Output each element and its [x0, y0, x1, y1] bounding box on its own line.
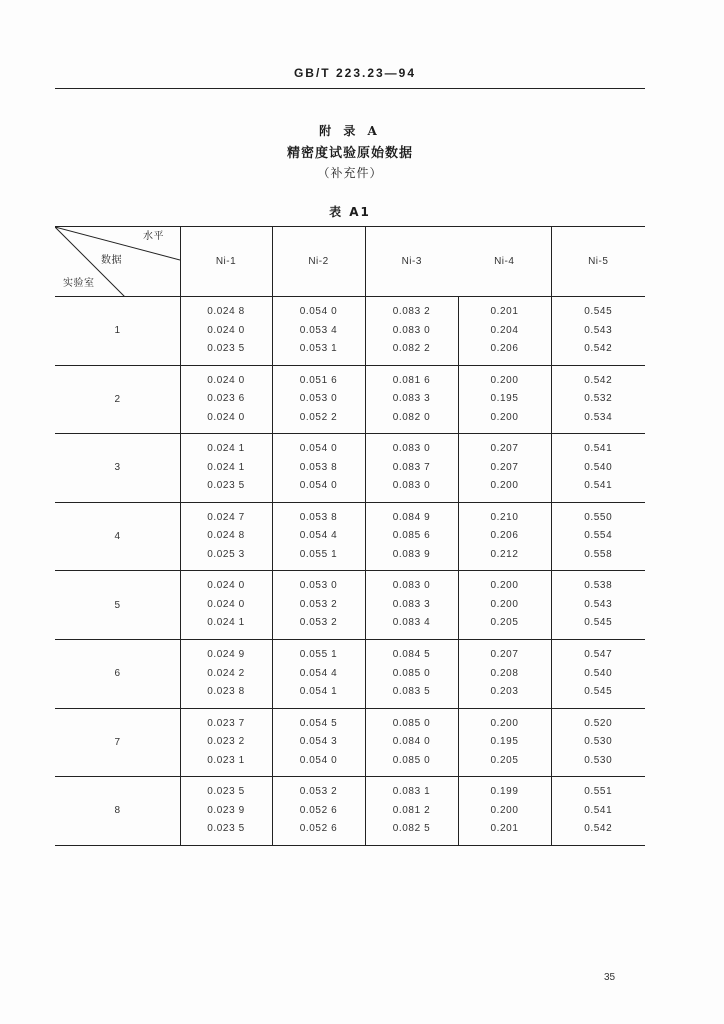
measurement-value: 0.054 0	[299, 480, 338, 492]
measurement-value: 0.530	[584, 736, 613, 748]
lab-number: 3	[55, 434, 180, 503]
corner-label-level: 水平	[143, 231, 164, 242]
measurement-value: 0.024 7	[207, 511, 245, 523]
precision-data-table	[55, 226, 645, 846]
measurement-value: 0.054 1	[299, 686, 338, 698]
measurement-value: 0.084 5	[392, 649, 431, 661]
ni-3-values	[365, 708, 458, 777]
measurement-value: 0.083 5	[392, 686, 431, 698]
column-header-ni-5: Ni-5	[551, 227, 645, 297]
ni-2-values	[272, 297, 365, 366]
ni-2-values	[272, 777, 365, 846]
ni-4-values	[458, 777, 551, 846]
appendix-subtitle: 精密度试验原始数据	[286, 146, 413, 161]
measurement-value: 0.085 0	[392, 717, 431, 729]
measurement-value: 0.541	[584, 443, 613, 455]
measurement-value: 0.083 0	[392, 480, 431, 492]
column-header-ni-1: Ni-1	[180, 227, 272, 297]
ni-1-values	[180, 571, 272, 640]
measurement-value: 0.024 9	[207, 649, 245, 661]
measurement-value: 0.081 2	[392, 804, 431, 816]
measurement-value: 0.053 2	[299, 617, 338, 629]
measurement-value: 0.024 1	[207, 461, 245, 473]
measurement-value: 0.541	[584, 480, 613, 492]
measurement-value: 0.200	[490, 374, 519, 386]
measurement-value: 0.534	[584, 411, 613, 423]
measurement-value: 0.200	[490, 804, 519, 816]
ni-4-values	[458, 365, 551, 434]
measurement-value: 0.545	[584, 686, 613, 698]
measurement-value: 0.025 3	[207, 548, 245, 560]
measurement-value: 0.024 8	[207, 306, 245, 318]
measurement-value: 0.085 0	[392, 667, 431, 679]
ni-5-values	[551, 708, 645, 777]
measurement-value: 0.558	[584, 548, 613, 560]
lab-row	[55, 571, 645, 640]
ni-5-values	[551, 297, 645, 366]
measurement-value: 0.195	[490, 393, 519, 405]
measurement-value: 0.054 0	[299, 754, 338, 766]
measurement-value: 0.053 0	[299, 580, 338, 592]
ni-1-values	[180, 777, 272, 846]
ni-1-values	[180, 434, 272, 503]
measurement-value: 0.541	[584, 804, 613, 816]
measurement-value: 0.024 1	[207, 617, 245, 629]
measurement-value: 0.023 1	[207, 754, 245, 766]
measurement-value: 0.083 3	[392, 598, 431, 610]
ni-1-values	[180, 502, 272, 571]
ni-5-values	[551, 434, 645, 503]
lab-number: 4	[55, 502, 180, 571]
lab-number: 5	[55, 571, 180, 640]
ni-5-values	[551, 777, 645, 846]
measurement-value: 0.055 1	[299, 548, 338, 560]
measurement-value: 0.054 4	[299, 667, 338, 679]
measurement-value: 0.207	[490, 443, 519, 455]
ni-2-values	[272, 708, 365, 777]
measurement-value: 0.212	[490, 548, 519, 560]
ni-3-values	[365, 502, 458, 571]
lab-row	[55, 777, 645, 846]
measurement-value: 0.083 1	[392, 786, 431, 798]
measurement-value: 0.200	[490, 717, 519, 729]
table-header-row	[55, 227, 645, 297]
measurement-value: 0.083 2	[392, 306, 431, 318]
ni-1-values	[180, 639, 272, 708]
measurement-value: 0.023 7	[207, 717, 245, 729]
measurement-value: 0.203	[490, 686, 519, 698]
measurement-value: 0.051 6	[299, 374, 338, 386]
lab-row	[55, 639, 645, 708]
ni-3-values	[365, 434, 458, 503]
measurement-value: 0.083 0	[392, 580, 431, 592]
measurement-value: 0.083 4	[392, 617, 431, 629]
measurement-value: 0.082 0	[392, 411, 431, 423]
measurement-value: 0.024 8	[207, 530, 245, 542]
measurement-value: 0.054 5	[299, 717, 338, 729]
ni-4-values	[458, 708, 551, 777]
measurement-value: 0.055 1	[299, 649, 338, 661]
measurement-value: 0.084 0	[392, 736, 431, 748]
measurement-value: 0.206	[490, 343, 519, 355]
measurement-value: 0.545	[584, 306, 613, 318]
ni-3-values	[365, 571, 458, 640]
corner-label-data: 数据	[101, 255, 122, 266]
measurement-value: 0.053 0	[299, 393, 338, 405]
measurement-value: 0.205	[490, 754, 519, 766]
measurement-value: 0.540	[584, 461, 613, 473]
page-number: 35	[604, 972, 616, 983]
measurement-value: 0.085 6	[392, 530, 431, 542]
measurement-value: 0.024 0	[207, 324, 245, 336]
measurement-value: 0.082 5	[392, 823, 431, 835]
measurement-value: 0.024 0	[207, 598, 245, 610]
measurement-value: 0.205	[490, 617, 519, 629]
measurement-value: 0.201	[490, 306, 519, 318]
ni-4-values	[458, 502, 551, 571]
ni-2-values	[272, 639, 365, 708]
measurement-value: 0.201	[490, 823, 519, 835]
column-header-ni-3: Ni-3	[365, 227, 458, 297]
measurement-value: 0.053 4	[299, 324, 338, 336]
measurement-value: 0.083 9	[392, 548, 431, 560]
measurement-value: 0.551	[584, 786, 613, 798]
measurement-value: 0.053 2	[299, 598, 338, 610]
measurement-value: 0.200	[490, 480, 519, 492]
measurement-value: 0.053 1	[299, 343, 338, 355]
measurement-value: 0.081 6	[392, 374, 431, 386]
ni-1-values	[180, 708, 272, 777]
measurement-value: 0.084 9	[392, 511, 431, 523]
lab-number: 7	[55, 708, 180, 777]
measurement-value: 0.550	[584, 511, 613, 523]
measurement-value: 0.024 0	[207, 374, 245, 386]
measurement-value: 0.195	[490, 736, 519, 748]
measurement-value: 0.053 8	[299, 461, 338, 473]
measurement-value: 0.083 0	[392, 324, 431, 336]
measurement-value: 0.083 7	[392, 461, 431, 473]
ni-1-values	[180, 297, 272, 366]
measurement-value: 0.053 2	[299, 786, 338, 798]
measurement-value: 0.023 5	[207, 786, 245, 798]
ni-5-values	[551, 502, 645, 571]
lab-number: 6	[55, 639, 180, 708]
ni-3-values	[365, 297, 458, 366]
measurement-value: 0.542	[584, 823, 613, 835]
measurement-value: 0.554	[584, 530, 613, 542]
measurement-value: 0.052 2	[299, 411, 338, 423]
measurement-value: 0.199	[490, 786, 519, 798]
standard-code: GB/T 223.23—94	[293, 66, 417, 80]
lab-number: 1	[55, 297, 180, 366]
ni-2-values	[272, 571, 365, 640]
ni-1-values	[180, 365, 272, 434]
ni-3-values	[365, 365, 458, 434]
measurement-value: 0.538	[584, 580, 613, 592]
measurement-value: 0.208	[490, 667, 519, 679]
measurement-value: 0.024 2	[207, 667, 245, 679]
measurement-value: 0.542	[584, 374, 613, 386]
ni-4-values	[458, 571, 551, 640]
measurement-value: 0.083 3	[392, 393, 431, 405]
appendix-note: （补充件）	[317, 166, 383, 180]
measurement-value: 0.543	[584, 324, 613, 336]
measurement-value: 0.023 5	[207, 823, 245, 835]
ni-2-values	[272, 434, 365, 503]
measurement-value: 0.023 5	[207, 343, 245, 355]
lab-number: 8	[55, 777, 180, 846]
measurement-value: 0.543	[584, 598, 613, 610]
lab-row	[55, 297, 645, 366]
measurement-value: 0.054 3	[299, 736, 338, 748]
measurement-value: 0.024 0	[207, 411, 245, 423]
measurement-value: 0.054 4	[299, 530, 338, 542]
table-caption: 表 A1	[329, 205, 371, 219]
column-header-ni-2: Ni-2	[272, 227, 365, 297]
measurement-value: 0.053 8	[299, 511, 338, 523]
appendix-title: 附 录 A	[319, 124, 381, 138]
measurement-value: 0.532	[584, 393, 613, 405]
measurement-value: 0.054 0	[299, 443, 338, 455]
ni-5-values	[551, 639, 645, 708]
ni-4-values	[458, 434, 551, 503]
measurement-value: 0.206	[490, 530, 519, 542]
measurement-value: 0.083 0	[392, 443, 431, 455]
ni-4-values	[458, 297, 551, 366]
ni-2-values	[272, 502, 365, 571]
measurement-value: 0.085 0	[392, 754, 431, 766]
measurement-value: 0.052 6	[299, 823, 338, 835]
measurement-value: 0.207	[490, 461, 519, 473]
measurement-value: 0.052 6	[299, 804, 338, 816]
measurement-value: 0.547	[584, 649, 613, 661]
lab-number: 2	[55, 365, 180, 434]
header-rule	[55, 88, 645, 89]
measurement-value: 0.530	[584, 754, 613, 766]
measurement-value: 0.200	[490, 411, 519, 423]
measurement-value: 0.082 2	[392, 343, 431, 355]
measurement-value: 0.023 8	[207, 686, 245, 698]
measurement-value: 0.023 9	[207, 804, 245, 816]
lab-row	[55, 708, 645, 777]
measurement-value: 0.204	[490, 324, 519, 336]
column-header-ni-4: Ni-4	[458, 227, 551, 297]
corner-header-cell	[55, 227, 180, 297]
lab-row	[55, 365, 645, 434]
ni-5-values	[551, 571, 645, 640]
lab-row	[55, 502, 645, 571]
measurement-value: 0.200	[490, 598, 519, 610]
measurement-value: 0.200	[490, 580, 519, 592]
measurement-value: 0.023 5	[207, 480, 245, 492]
ni-5-values	[551, 365, 645, 434]
measurement-value: 0.054 0	[299, 306, 338, 318]
corner-label-lab: 实验室	[63, 278, 95, 289]
measurement-value: 0.024 0	[207, 580, 245, 592]
measurement-value: 0.023 6	[207, 393, 245, 405]
ni-3-values	[365, 639, 458, 708]
measurement-value: 0.542	[584, 343, 613, 355]
measurement-value: 0.207	[490, 649, 519, 661]
measurement-value: 0.023 2	[207, 736, 245, 748]
measurement-value: 0.540	[584, 667, 613, 679]
lab-row	[55, 434, 645, 503]
measurement-value: 0.520	[584, 717, 613, 729]
ni-2-values	[272, 365, 365, 434]
ni-3-values	[365, 777, 458, 846]
measurement-value: 0.545	[584, 617, 613, 629]
measurement-value: 0.024 1	[207, 443, 245, 455]
measurement-value: 0.210	[490, 511, 519, 523]
ni-4-values	[458, 639, 551, 708]
